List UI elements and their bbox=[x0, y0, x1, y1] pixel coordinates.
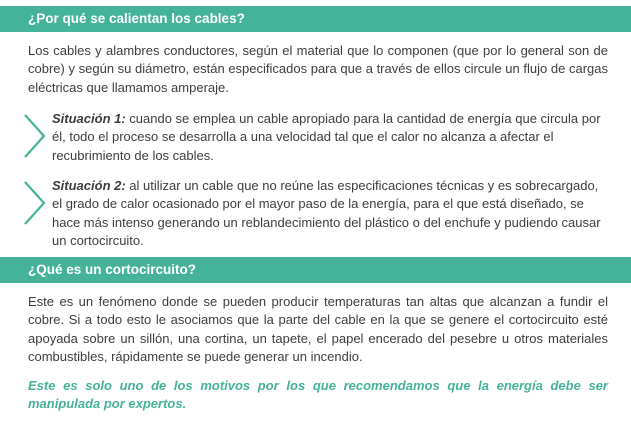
chevron-right-icon bbox=[22, 180, 48, 226]
situation-2-text: al utilizar un cable que no reúne las especificaciones técnicas y es sobrecargado, el grado de calor ocasionado por el mayor paso de la energía, para el que está diseñado, se hace más intenso generando un reblandecimiento del plástico o del enchufe y pudiendo causar un cortocircuito. bbox=[52, 178, 601, 248]
chevron-right-icon bbox=[22, 113, 48, 159]
closing-statement: Este es solo uno de los motivos por los que recomendamos que la energía debe ser manipulada por expertos. bbox=[28, 378, 608, 412]
situation-1 bbox=[52, 110, 612, 165]
cortocircuito-paragraph: Este es un fenómeno donde se pueden producir temperaturas tan altas que alcanzan a fundir el cobre. Si a todo esto le asociamos que la parte del cable en la que se genere el cortocircuito esté apoyada sobre un sillón, una cortina, un tapete, el papel encerado del pesebre u otros materiales combustibles, rápidamente se puede generar un incendio. bbox=[28, 294, 608, 364]
section-heading-text: ¿Por qué se calientan los cables? bbox=[28, 11, 245, 26]
section-heading-cables bbox=[0, 6, 631, 32]
situation-2-lead: Situación 2: bbox=[52, 178, 126, 193]
situation-1-text: cuando se emplea un cable apropiado para la cantidad de energía que circula por él, todo el proceso se desarrolla a una velocidad tal que el calor no alcanza a afectar el recubrimiento de los cables. bbox=[52, 111, 601, 163]
intro-paragraph: Los cables y alambres conductores, según el material que lo componen (que por lo general son de cobre) y según su diámetro, están especificados para que a través de ellos circule un flujo de cargas eléctricas que llamamos amperaje. bbox=[28, 43, 608, 95]
situation-2 bbox=[52, 177, 612, 250]
section-heading-cortocircuito bbox=[0, 257, 631, 283]
section-heading-text: ¿Qué es un cortocircuito? bbox=[28, 262, 197, 277]
situation-1-lead: Situación 1: bbox=[52, 111, 126, 126]
